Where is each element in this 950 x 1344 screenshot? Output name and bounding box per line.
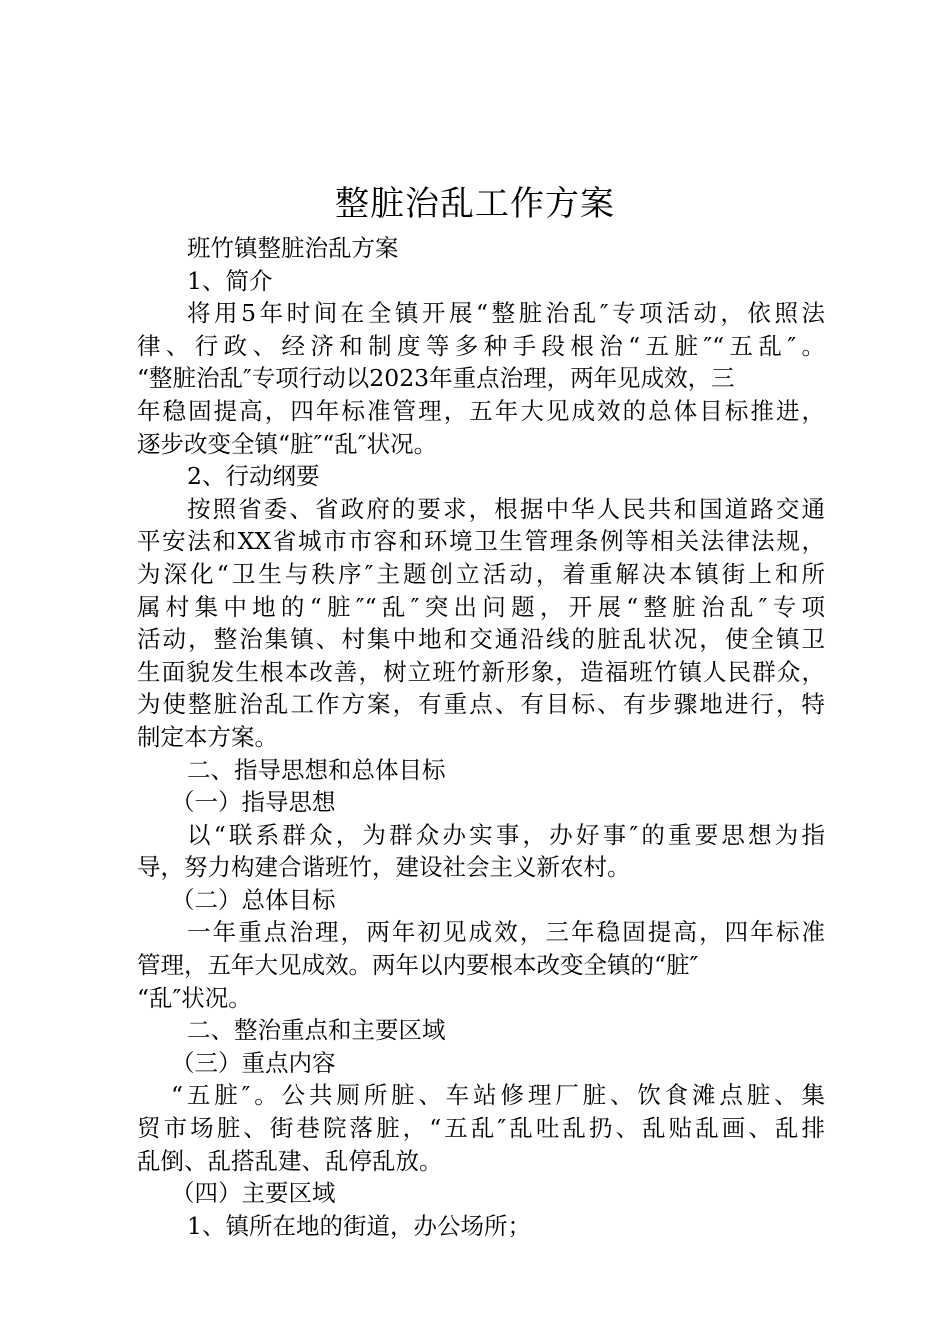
text-line: 管理，五年大见成效。两年以内要根本改变全镇的“脏″ bbox=[137, 951, 699, 980]
text-line: 将用5年时间在全镇开展“整脏治乱″专项活动，依照法 bbox=[187, 299, 825, 328]
document-title: 整脏治乱工作方案 bbox=[335, 184, 615, 224]
text-line: “乱″状况。 bbox=[137, 983, 252, 1012]
subsection-heading: （二）总体目标 bbox=[171, 885, 336, 914]
text-line: 班竹镇整脏治乱方案 bbox=[187, 234, 399, 262]
document-body bbox=[137, 232, 837, 1242]
text-line: 制定本方案。 bbox=[137, 722, 278, 751]
subsection-heading: （三）重点内容 bbox=[171, 1048, 336, 1077]
text-line: 一年重点治理，两年初见成效，三年稳固提高，四年标准 bbox=[187, 918, 825, 947]
text-line: 为深化“卫生与秩序″主题创立活动，着重解决本镇街上和所 bbox=[137, 559, 825, 588]
section-heading: 1、简介 bbox=[187, 266, 273, 295]
text-line: 导，努力构建合谐班竹，建设社会主义新农村。 bbox=[137, 853, 631, 882]
subsection-heading: （一）指导思想 bbox=[171, 788, 336, 817]
text-line: 逐步改变全镇“脏″“乱″状况。 bbox=[137, 429, 438, 458]
text-line: 律、行政、经济和制度等多种手段根治“五脏″“五乱″。 bbox=[137, 331, 825, 360]
section-heading: 2、行动纲要 bbox=[187, 462, 320, 491]
text-line: 乱倒、乱搭乱建、乱停乱放。 bbox=[137, 1146, 443, 1175]
text-line: 活动，整治集镇、村集中地和交通沿线的脏乱状况，使全镇卫 bbox=[137, 625, 825, 654]
text-line: 平安法和XX省城市市容和环境卫生管理条例等相关法律法规， bbox=[137, 527, 825, 556]
text-line: 年稳固提高，四年标准管理，五年大见成效的总体目标推进， bbox=[137, 396, 825, 425]
section-heading: 二、整治重点和主要区域 bbox=[187, 1016, 446, 1045]
text-line: 按照省委、省政府的要求，根据中华人民共和国道路交通 bbox=[187, 494, 825, 523]
text-line: 生面貌发生根本改善，树立班竹新形象，造福班竹镇人民群众， bbox=[137, 657, 825, 686]
text-line: “五脏″。公共厕所脏、车站修理厂脏、饮食滩点脏、集 bbox=[171, 1081, 825, 1110]
text-line: 贸市场脏、街巷院落脏，“五乱″乱吐乱扔、乱贴乱画、乱排 bbox=[137, 1114, 825, 1143]
text-line: 1、镇所在地的街道，办公场所； bbox=[187, 1211, 531, 1240]
subsection-heading: （四）主要区域 bbox=[171, 1179, 336, 1208]
section-heading: 二、指导思想和总体目标 bbox=[187, 755, 446, 784]
text-line: 为使整脏治乱工作方案，有重点、有目标、有步骤地进行，特 bbox=[137, 690, 825, 719]
text-line: 以“联系群众，为群众办实事，办好事″的重要思想为指 bbox=[187, 820, 825, 849]
text-line: 属村集中地的“脏″“乱″突出问题，开展“整脏治乱″专项 bbox=[137, 592, 825, 621]
text-line: “整脏治乱″专项行动以2023年重点治理，两年见成效，三 bbox=[137, 364, 735, 393]
